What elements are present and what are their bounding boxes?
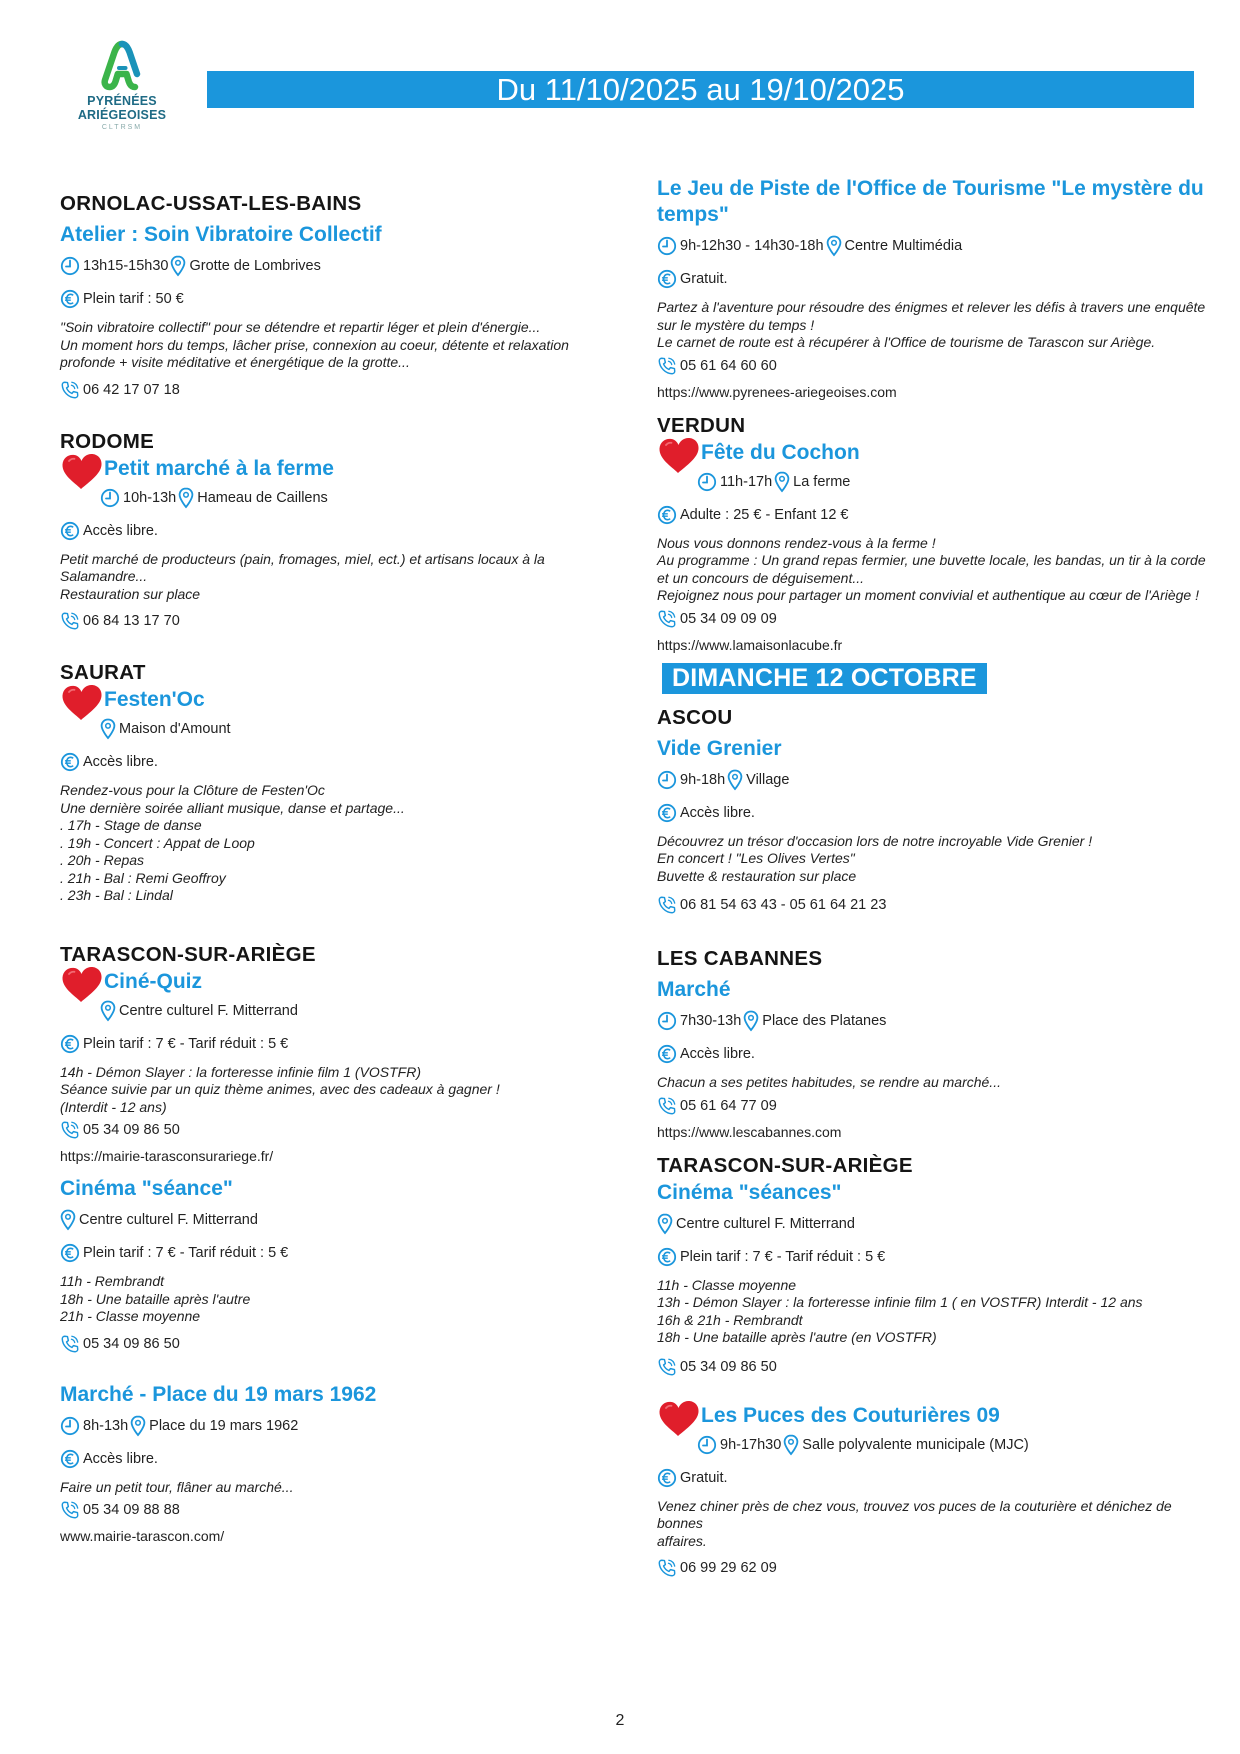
description-line: (Interdit - 12 ans): [60, 1098, 167, 1115]
event-price: [657, 1468, 1217, 1488]
event-title[interactable]: Fête du Cochon: [701, 440, 860, 464]
event-description: [657, 535, 1217, 605]
phone-number[interactable]: 05 34 09 86 50: [83, 1335, 180, 1352]
event-les-cabannes: [657, 947, 1217, 1140]
description-line: En concert ! "Les Olives Vertes": [657, 850, 855, 866]
heart-icon: [60, 965, 104, 1005]
description-line: . 19h - Concert : Appat de Loop: [60, 834, 255, 851]
event-title[interactable]: Les Puces des Couturières 09: [701, 1403, 1000, 1427]
title-row: [657, 1403, 1217, 1439]
description-line: Chacun a ses petites habitudes, se rendre au marché...: [657, 1074, 1001, 1090]
description-line: 14h - Démon Slayer : la forteresse infinie film 1 (VOSTFR): [60, 1063, 422, 1080]
euro-icon: [60, 289, 80, 309]
description-line: Découvrez un trésor d'occasion lors de notre incroyable Vide Grenier !: [657, 832, 1093, 849]
event-description: [60, 782, 620, 905]
event-ornolac: [60, 192, 620, 400]
event-description: [657, 1498, 1217, 1551]
left-column: [60, 192, 620, 1544]
phone-icon: [657, 1357, 677, 1377]
phone-number[interactable]: 05 34 09 88 88: [83, 1502, 180, 1518]
description-line: Un moment hors du temps, lâcher prise, connexion au coeur, détente et relaxation: [60, 336, 569, 353]
event-place: Centre culturel F. Mitterrand: [79, 1212, 258, 1228]
price-text: Accès libre.: [83, 522, 158, 539]
phone-number[interactable]: 05 34 09 09 09: [680, 610, 777, 627]
event-description: [657, 299, 1217, 352]
description-line: affaires.: [657, 1532, 707, 1549]
description-line: Nous vous donnons rendez-vous à la ferme !: [657, 534, 936, 551]
clock-icon: [60, 1416, 80, 1436]
town-heading: VERDUN: [657, 413, 746, 437]
event-description: [60, 551, 620, 604]
right-column: [657, 176, 1217, 1578]
town-heading: TARASCON-SUR-ARIÈGE: [60, 942, 316, 966]
event-url-link[interactable]: https://www.pyrenees-ariegeoises.com: [657, 383, 897, 400]
phone-icon: [60, 1334, 80, 1354]
event-url-link[interactable]: https://www.lamaisonlacube.fr: [657, 636, 843, 653]
title-row: [60, 969, 620, 1005]
event-verdun: [657, 414, 1217, 653]
logo: [72, 40, 172, 131]
event-description: [657, 1277, 1217, 1347]
event-price: [657, 803, 1217, 823]
event-url-link[interactable]: www.mairie-tarascon.com/: [60, 1528, 225, 1544]
event-place: La ferme: [793, 473, 851, 490]
location-pin-icon: [783, 1434, 799, 1456]
description-line: Rendez-vous pour la Clôture de Festen'Oc: [60, 782, 325, 798]
event-time: 10h-13h: [123, 489, 177, 506]
description-line: sur le mystère du temps !: [657, 316, 815, 333]
description-line: 13h - Démon Slayer : la forteresse infinie film 1 ( en VOSTFR) Interdit - 12 ans: [657, 1294, 1143, 1310]
phone-icon: [60, 1120, 80, 1140]
event-place: Centre Multimédia: [844, 238, 963, 254]
clock-icon: [657, 770, 677, 790]
event-phone[interactable]: [657, 609, 1217, 629]
euro-icon: [657, 505, 677, 525]
event-price: [60, 1243, 620, 1263]
day-banner: DIMANCHE 12 OCTOBRE: [662, 663, 987, 694]
description-line: et un concours de déguisement...: [657, 569, 865, 586]
event-meta: [657, 1214, 1217, 1234]
location-pin-icon: [178, 487, 194, 509]
event-title[interactable]: Ciné-Quiz: [104, 969, 202, 993]
description-line: . 20h - Repas: [60, 852, 145, 868]
phone-number[interactable]: 06 99 29 62 09: [680, 1560, 777, 1576]
event-price: [60, 1034, 620, 1054]
event-meta: [60, 719, 620, 739]
phone-number[interactable]: 06 42 17 07 18: [83, 381, 180, 398]
event-price: [60, 752, 620, 772]
phone-number[interactable]: 05 34 09 86 50: [83, 1122, 180, 1138]
event-price: [60, 521, 620, 541]
event-place: Hameau de Caillens: [197, 489, 328, 506]
event-description: [60, 1064, 620, 1117]
euro-icon: [657, 269, 677, 289]
event-place: Village: [746, 771, 790, 788]
description-line: Séance suivie par un quiz thème animes, avec des cadeaux à gagner !: [60, 1081, 500, 1097]
logo-subtitle: CLTRSM: [101, 124, 143, 131]
event-description: [657, 1074, 1217, 1092]
phone-icon: [657, 609, 677, 629]
price-text: Accès libre.: [680, 1046, 755, 1062]
event-place: Centre culturel F. Mitterrand: [676, 1215, 855, 1232]
phone-icon: [657, 1096, 677, 1116]
event-price: [657, 269, 1217, 289]
event-time: 9h-18h: [680, 771, 726, 788]
event-title[interactable]: [657, 176, 1217, 228]
location-pin-icon: [170, 255, 186, 277]
euro-icon: [60, 1243, 80, 1263]
event-description: [60, 1273, 620, 1326]
euro-icon: [657, 803, 677, 823]
heart-icon: [657, 1399, 701, 1439]
title-row: [657, 440, 1217, 476]
description-line: 11h - Rembrandt: [60, 1273, 165, 1289]
event-time: 9h-17h30: [720, 1436, 782, 1453]
event-title-line: Le Jeu de Piste de l'Office de Tourisme "Le mystère du: [657, 177, 1204, 200]
event-meta: [657, 236, 1217, 256]
event-phone[interactable]: [60, 1334, 620, 1354]
euro-icon: [60, 521, 80, 541]
event-title[interactable]: Vide Grenier: [657, 736, 782, 760]
clock-icon: [657, 236, 677, 256]
description-line: Buvette & restauration sur place: [657, 867, 857, 884]
euro-icon: [60, 1034, 80, 1054]
event-meta: [60, 1001, 620, 1021]
event-place: Salle polyvalente municipale (MJC): [802, 1436, 1029, 1453]
phone-number[interactable]: 06 84 13 17 70: [83, 613, 180, 629]
event-description: [657, 833, 1217, 886]
description-line: 16h & 21h - Rembrandt: [657, 1311, 803, 1328]
event-price: [60, 289, 620, 309]
event-price: [657, 1247, 1217, 1267]
day-banner-wrap: [657, 663, 1217, 694]
event-url-link[interactable]: https://www.lescabannes.com: [657, 1123, 842, 1140]
price-text: Plein tarif : 7 € - Tarif réduit : 5 €: [680, 1248, 886, 1265]
heart-icon: [657, 436, 701, 476]
event-phone[interactable]: [657, 356, 1217, 376]
event-ascou: [657, 706, 1217, 916]
event-description: [60, 1479, 620, 1497]
description-line: Une dernière soirée alliant musique, danse et partage...: [60, 799, 405, 816]
description-line: Venez chiner près de chez vous, trouvez vos puces de la couturière et dénichez de bonnes: [657, 1497, 1176, 1531]
event-phone[interactable]: [657, 1096, 1217, 1116]
event-phone[interactable]: [60, 1120, 620, 1140]
event-place: Place des Platanes: [762, 1013, 887, 1029]
phone-icon: [60, 611, 80, 631]
description-line: 18h - Une bataille après l'autre (en VOSTFR): [657, 1329, 937, 1345]
description-line: . 17h - Stage de danse: [60, 817, 202, 833]
event-title[interactable]: Petit marché à la ferme: [104, 456, 334, 480]
title-row: [60, 687, 620, 723]
town-heading: SAURAT: [60, 661, 146, 684]
price-text: Accès libre.: [83, 1450, 158, 1467]
clock-icon: [60, 256, 80, 276]
description-line: . 23h - Bal : Lindal: [60, 887, 173, 903]
event-meta: [60, 256, 620, 276]
town-heading: ORNOLAC-USSAT-LES-BAINS: [60, 192, 362, 215]
description-line: Restauration sur place: [60, 585, 201, 602]
description-line: Partez à l'aventure pour résoudre des énigmes et relever les défis à travers une enquête: [657, 299, 1206, 315]
logo-name-line1: PYRÉNÉES: [87, 94, 157, 108]
euro-icon: [657, 1247, 677, 1267]
event-title[interactable]: Cinéma "séance": [60, 1177, 233, 1200]
town-heading: RODOME: [60, 429, 155, 453]
town-heading: ASCOU: [657, 705, 733, 729]
event-time: 7h30-13h: [680, 1013, 742, 1029]
clock-icon: [657, 1011, 677, 1031]
description-line: profonde + visite méditative et énergétique de la grotte...: [60, 354, 410, 370]
event-place: Maison d'Amount: [119, 721, 231, 737]
phone-number[interactable]: 05 34 09 86 50: [680, 1358, 777, 1375]
price-text: Plein tarif : 50 €: [83, 291, 184, 307]
event-meta: [657, 1011, 1217, 1031]
event-phone[interactable]: [60, 1500, 620, 1520]
heart-icon: [60, 683, 104, 723]
event-rodome: [60, 430, 620, 632]
description-line: Faire un petit tour, flâner au marché...: [60, 1478, 294, 1495]
event-title[interactable]: Marché: [657, 978, 731, 1001]
price-text: Accès libre.: [83, 754, 158, 770]
event-phone[interactable]: [657, 1558, 1217, 1578]
event-meta: [657, 472, 1217, 492]
heart-icon: [60, 452, 104, 492]
location-pin-icon: [743, 1010, 759, 1032]
title-row: [60, 456, 620, 492]
price-text: Accès libre.: [680, 804, 755, 821]
page-number: 2: [615, 1712, 625, 1729]
event-title[interactable]: Marché - Place du 19 mars 1962: [60, 1382, 377, 1406]
description-line: 11h - Classe moyenne: [657, 1276, 797, 1293]
event-price: [657, 1044, 1217, 1064]
event-title[interactable]: Atelier : Soin Vibratoire Collectif: [60, 223, 382, 246]
euro-icon: [60, 1449, 80, 1469]
event-meta: [657, 770, 1217, 790]
event-time: 11h-17h: [720, 473, 773, 490]
event-price: [60, 1449, 620, 1469]
description-line: "Soin vibratoire collectif" pour se détendre et repartir léger et plein d'énergie...: [60, 319, 541, 335]
price-text: Gratuit.: [680, 1469, 728, 1486]
location-pin-icon: [774, 471, 790, 493]
phone-icon: [60, 380, 80, 400]
clock-icon: [697, 472, 717, 492]
event-phone[interactable]: [60, 611, 620, 631]
price-text: Plein tarif : 7 € - Tarif réduit : 5 €: [83, 1035, 289, 1052]
location-pin-icon: [657, 1213, 673, 1235]
event-place: Centre culturel F. Mitterrand: [119, 1002, 298, 1019]
phone-number[interactable]: 06 81 54 63 43 - 05 61 64 21 23: [680, 897, 887, 913]
description-line: Au programme : Un grand repas fermier, une buvette locale, les bandas, un tir à la corde: [657, 552, 1206, 568]
clock-icon: [100, 488, 120, 508]
event-place: Place du 19 mars 1962: [149, 1417, 299, 1434]
event-meta: [657, 1435, 1217, 1455]
event-time: 9h-12h30 - 14h30-18h: [680, 238, 824, 254]
description-line: Le carnet de route est à récupérer à l'Office de tourisme de Tarascon sur Ariège.: [657, 334, 1156, 350]
location-pin-icon: [100, 718, 116, 740]
event-title[interactable]: Festen'Oc: [104, 688, 205, 711]
town-heading: LES CABANNES: [657, 947, 823, 970]
description-line: 21h - Classe moyenne: [60, 1308, 201, 1324]
description-line: Rejoignez nous pour partager un moment convivial et authentique au cœur de l'Ariège !: [657, 587, 1199, 603]
event-meta: [60, 1210, 620, 1230]
event-url-link[interactable]: https://mairie-tarasconsurariege.fr/: [60, 1148, 274, 1164]
phone-icon: [657, 356, 677, 376]
location-pin-icon: [60, 1209, 76, 1231]
price-text: Plein tarif : 7 € - Tarif réduit : 5 €: [83, 1245, 289, 1261]
date-range-banner: Du 11/10/2025 au 19/10/2025: [207, 71, 1194, 108]
phone-number[interactable]: 05 61 64 60 60: [680, 357, 777, 374]
event-phone[interactable]: [657, 1357, 1217, 1377]
event-time: 13h15-15h30: [83, 258, 169, 274]
event-phone[interactable]: [60, 380, 620, 400]
location-pin-icon: [727, 769, 743, 791]
logo-name-line2: ARIÉGEOISES: [77, 108, 167, 122]
description-line: 18h - Une bataille après l'autre: [60, 1290, 251, 1307]
phone-icon: [657, 895, 677, 915]
location-pin-icon: [100, 1000, 116, 1022]
description-line: Petit marché de producteurs (pain, fromages, miel, ect.) et artisans locaux à la: [60, 550, 545, 567]
event-meta: [60, 1416, 620, 1436]
event-tarascon-right: [657, 1154, 1217, 1579]
event-meta: [60, 488, 620, 508]
event-jeu-de-piste: [657, 176, 1217, 400]
euro-icon: [657, 1044, 677, 1064]
price-text: Adulte : 25 € - Enfant 12 €: [680, 506, 849, 523]
town-heading: TARASCON-SUR-ARIÈGE: [657, 1153, 913, 1177]
phone-number[interactable]: 05 61 64 77 09: [680, 1097, 777, 1114]
event-description: [60, 319, 620, 372]
event-price: [657, 505, 1217, 525]
price-text: Gratuit.: [680, 271, 728, 287]
event-phone[interactable]: [657, 895, 1217, 915]
description-line: Salamandre...: [60, 568, 148, 584]
location-pin-icon: [826, 235, 842, 257]
clock-icon: [697, 1435, 717, 1455]
description-line: . 21h - Bal : Remi Geoffroy: [60, 869, 226, 886]
event-saurat: [60, 661, 620, 905]
event-title-line: temps": [657, 203, 729, 226]
phone-icon: [60, 1500, 80, 1520]
event-place: Grotte de Lombrives: [189, 258, 321, 274]
event-tarascon-left: [60, 943, 620, 1545]
event-title[interactable]: Cinéma "séances": [657, 1180, 842, 1204]
location-pin-icon: [130, 1415, 146, 1437]
phone-icon: [657, 1558, 677, 1578]
euro-icon: [60, 752, 80, 772]
logo-mark-icon: [99, 40, 145, 94]
event-time: 8h-13h: [83, 1417, 129, 1434]
euro-icon: [657, 1468, 677, 1488]
